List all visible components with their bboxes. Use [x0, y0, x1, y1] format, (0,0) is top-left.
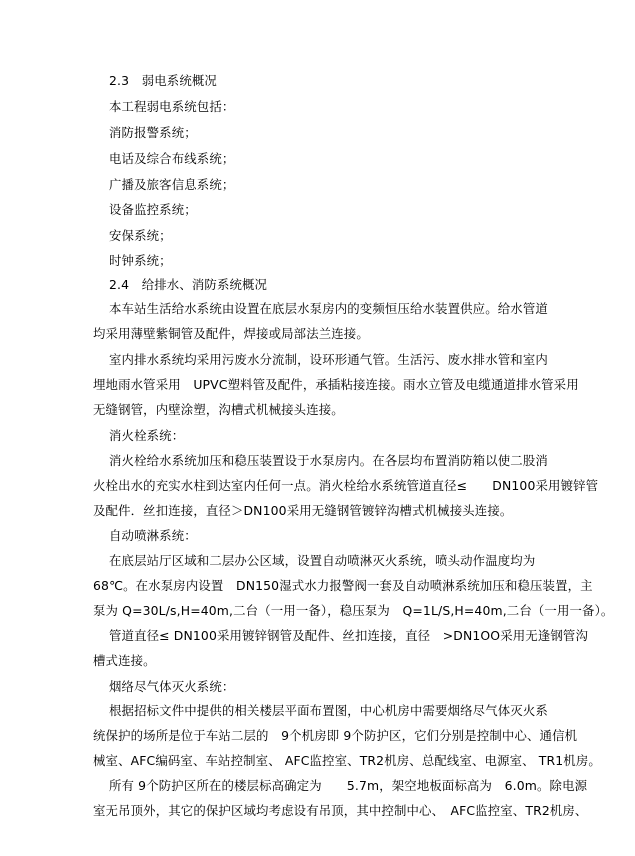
paragraph-line: 在底层站厅区域和二层办公区域，设置自动喷淋灭火系统，喷头动作温度均为	[109, 553, 536, 568]
subheading-sprinkler: 自动喷淋系统：	[109, 528, 197, 543]
paragraph-line: 均采用薄壁紫铜管及配件，焊接或局部法兰连接。	[93, 326, 369, 341]
subheading-hydrant: 消火栓系统：	[109, 428, 185, 443]
paragraph-line: 根据招标文件中提供的相关楼层平面布置图，中心机房中需要烟络尽气体灭火系	[109, 703, 548, 718]
paragraph-line: 及配件．丝扣连接，直径＞DN100采用无缝钢管镀锌沟槽式机械接头连接。	[93, 503, 513, 518]
list-item: 消防报警系统；	[109, 125, 197, 140]
section-heading-2-3: 2.3 弱电系统概况	[109, 73, 217, 88]
section-heading-2-4: 2.4 给排水、消防系统概况	[109, 277, 268, 292]
paragraph-line: 室内排水系统均采用污废水分流制，设环形通气管。生活污、废水排水管和室内	[109, 352, 548, 367]
list-item: 广播及旅客信息系统；	[109, 177, 235, 192]
subheading-gas-suppression: 烟络尽气体灭火系统：	[109, 679, 235, 694]
paragraph-line: 所有 9个防护区所在的楼层标高确定为 5.7m，架空地板面标高为 6.0m。除电源	[109, 778, 588, 793]
paragraph-line: 无缝钢管，内壁涂塑，沟槽式机械接头连接。	[93, 402, 344, 417]
list-item: 时钟系统；	[109, 253, 172, 268]
list-item: 安保系统；	[109, 228, 172, 243]
text-line: 本工程弱电系统包括：	[109, 99, 235, 114]
paragraph-line: 火栓出水的充实水柱到达室内任何一点。消火栓给水系统管道直径≤ DN100采用镀锌管	[93, 478, 599, 493]
paragraph-line: 统保护的场所是位于车站二层的 9个机房即 9个防护区，它们分别是控制中心、通信机	[93, 728, 578, 743]
paragraph-line: 本车站生活给水系统由设置在底层水泵房内的变频恒压给水装置供应。给水管道	[109, 301, 548, 316]
paragraph-line: 管道直径≤ DN100采用镀锌钢管及配件、丝扣连接，直径 >DN1OO采用无逢钢管沟	[109, 628, 588, 643]
paragraph-line: 械室、AFC编码室、车站控制室、 AFC监控室、TR2机房、总配线室、电源室、 TR1机房。	[93, 753, 601, 768]
paragraph-line: 68℃。在水泵房内设置 DN150湿式水力报警阀一套及自动喷淋系统加压和稳压装置，主	[93, 578, 593, 593]
paragraph-line: 室无吊顶外，其它的保护区域均考虑设有吊顶，其中控制中心、 AFC监控室、TR2机房、	[93, 803, 588, 818]
paragraph-line: 槽式连接。	[93, 653, 156, 668]
list-item: 电话及综合布线系统；	[109, 151, 235, 166]
list-item: 设备监控系统；	[109, 202, 197, 217]
paragraph-line: 泵为 Q=30L/s,H=40m,二台（一用一备），稳压泵为 Q=1L/S,H=40m,二台（一用一备）。	[93, 603, 614, 618]
paragraph-line: 消火栓给水系统加压和稳压装置设于水泵房内。在各层均布置消防箱以使二股消	[109, 453, 548, 468]
paragraph-line: 埋地雨水管采用 UPVC塑料管及配件，承插粘接连接。雨水立管及电缆通道排水管采用	[93, 377, 579, 392]
